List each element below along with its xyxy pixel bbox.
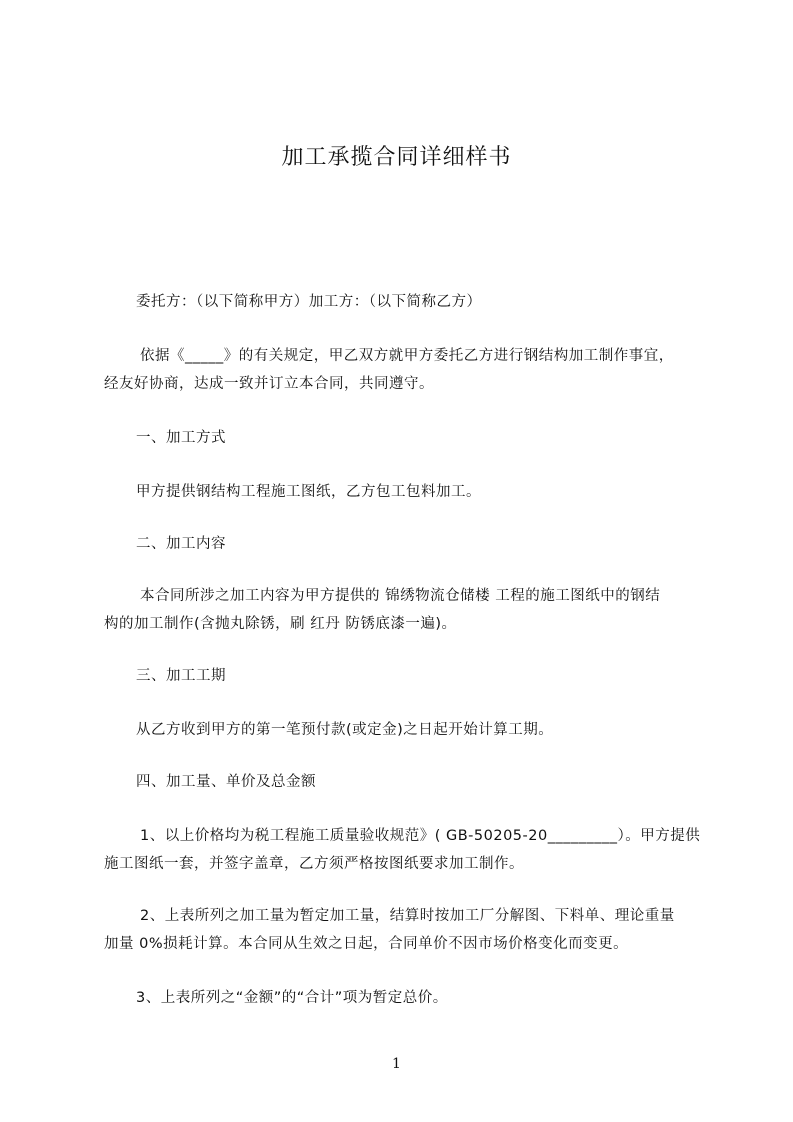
clause-2-line-2: 加量 0%损耗计算。本合同从生效之日起，合同单价不因市场价格变化而变更。 [104, 936, 629, 952]
section-heading-2: 二、加工内容 [136, 536, 226, 552]
preamble-line-1: 依据《_____》的有关规定，甲乙双方就甲方委托乙方进行钢结构加工制作事宜， [140, 348, 674, 364]
section-body-3: 从乙方收到甲方的第一笔预付款(或定金)之日起开始计算工期。 [136, 722, 554, 738]
clause-1-line-2: 施工图纸一套，并签字盖章，乙方须严格按图纸要求加工制作。 [104, 856, 524, 872]
section-body-2-line-1: 本合同所涉之加工内容为甲方提供的 锦绣物流仓储楼 工程的施工图纸中的钢结 [140, 588, 661, 604]
section-heading-3: 三、加工工期 [136, 668, 226, 684]
clause-3-line: 3、上表所列之“金额”的“合计”项为暂定总价。 [136, 990, 448, 1006]
parties-line: 委托方：（以下简称甲方）加工方：（以下简称乙方） [136, 294, 482, 310]
document-title: 加工承揽合同详细样书 [281, 145, 512, 170]
section-body-2-line-2: 构的加工制作(含抛丸除锈，刷 红丹 防锈底漆一遍)。 [104, 616, 457, 632]
page-number: 1 [392, 1056, 401, 1072]
clause-2-line-1: 2、上表所列之加工量为暂定加工量，结算时按加工厂分解图、下料单、理论重量 [140, 908, 675, 924]
section-heading-1: 一、加工方式 [136, 430, 226, 446]
clause-1-line-1: 1、以上价格均为税工程施工质量验收规范》( GB-50205-20_________）。甲方提供 [140, 828, 701, 844]
section-heading-4: 四、加工量、单价及总金额 [136, 774, 316, 790]
preamble-line-2: 经友好协商，达成一致并订立本合同，共同遵守。 [104, 376, 434, 392]
section-body-1: 甲方提供钢结构工程施工图纸，乙方包工包料加工。 [136, 484, 481, 500]
